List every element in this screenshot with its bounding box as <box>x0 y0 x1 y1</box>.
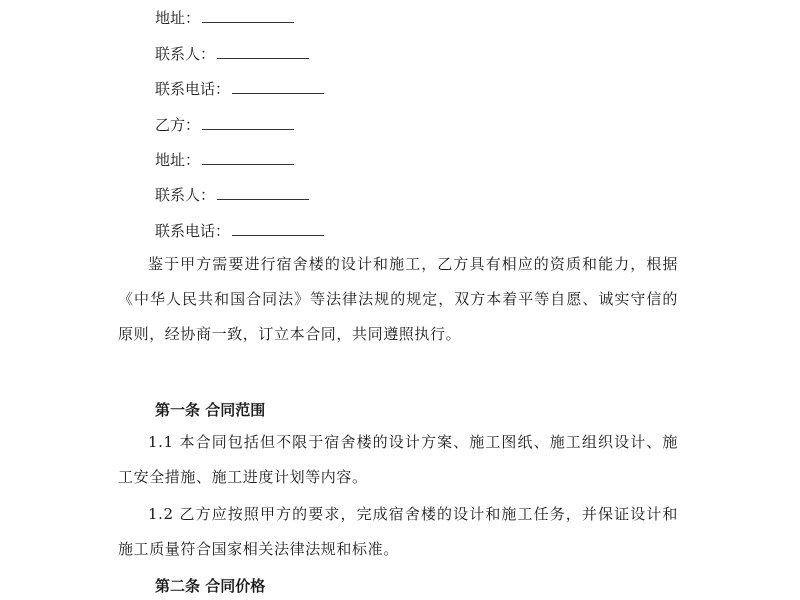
field-label: 地址： <box>155 151 201 169</box>
article-1-heading: 第一条 合同范围 <box>155 401 266 419</box>
field-label: 联系人： <box>155 186 216 204</box>
article-2-heading: 第二条 合同价格 <box>155 577 266 595</box>
preamble-paragraph: 鉴于甲方需要进行宿舍楼的设计和施工，乙方具有相应的资质和能力，根据《中华人民共和国合同法》等法律法规的规定，双方本着平等自愿、诚实守信的原则，经协商一致，订立本合同，共同遵照执行。 <box>118 255 678 343</box>
fill-in-blank <box>232 75 324 94</box>
party-a-address-field <box>155 4 294 30</box>
fill-in-blank <box>217 181 309 200</box>
fill-in-blank <box>217 40 309 59</box>
field-label: 地址： <box>155 9 201 27</box>
clause-1-2: 1.2 乙方应按照甲方的要求，完成宿舍楼的设计和施工任务，并保证设计和施工质量符合国家相关法律法规和标准。 <box>118 505 678 558</box>
fill-in-blank <box>232 217 324 236</box>
party-a-contact-field <box>155 40 309 66</box>
party-b-address-field <box>155 146 294 172</box>
party-b-phone-field <box>155 217 324 243</box>
fill-in-blank <box>202 146 294 165</box>
fill-in-blank <box>202 4 294 23</box>
field-label: 联系人： <box>155 45 216 63</box>
field-label: 联系电话： <box>155 80 231 98</box>
party-a-phone-field <box>155 75 324 101</box>
clause-1-1: 1.1 本合同包括但不限于宿舍楼的设计方案、施工图纸、施工组织设计、施工安全措施、施工进度计划等内容。 <box>118 433 678 486</box>
field-label: 联系电话： <box>155 222 231 240</box>
fill-in-blank <box>202 111 294 130</box>
party-b-contact-field <box>155 181 309 207</box>
field-label: 乙方： <box>155 116 201 134</box>
party-b-field <box>155 111 294 137</box>
